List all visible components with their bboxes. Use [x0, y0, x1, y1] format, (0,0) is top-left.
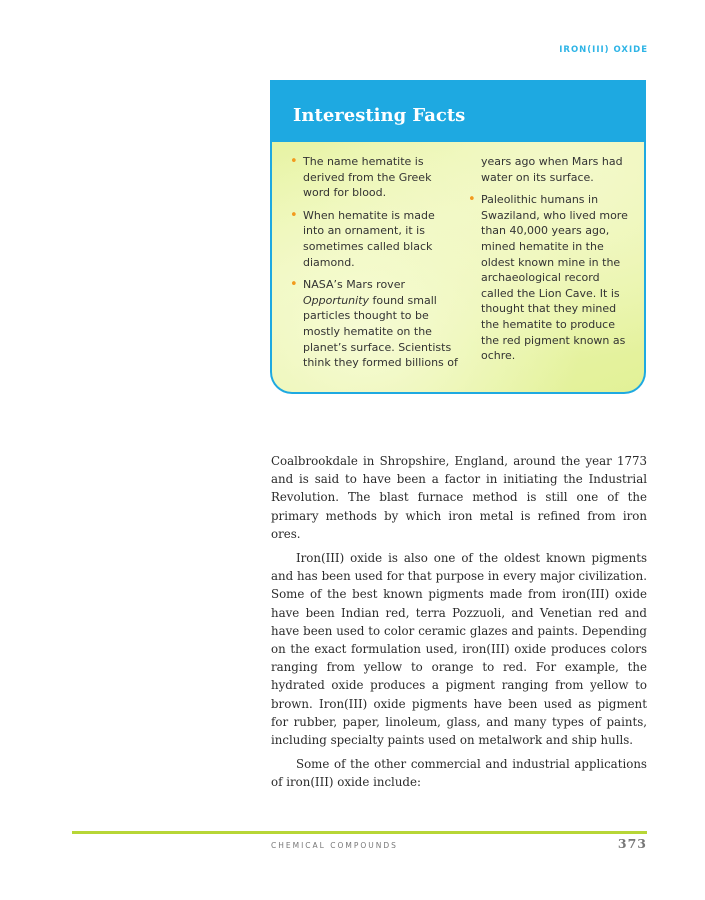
- bullet-icon: •: [290, 154, 298, 169]
- fact-text-pre: NASA’s Mars rover: [303, 278, 405, 292]
- running-head: IRON(III) OXIDE: [559, 45, 648, 55]
- page-number: 373: [617, 836, 647, 851]
- fact-text-post: found small particles thought to be mostly hematite on the planet’s surface. Scientists think they formed billions of: [303, 293, 458, 370]
- footer-rule: [72, 831, 647, 834]
- bullet-icon: •: [468, 192, 476, 208]
- body-paragraph: Some of the other commercial and industrial applications of iron(III) oxide include:: [271, 757, 647, 790]
- fact-item: [290, 277, 458, 371]
- footer-label: CHEMICAL COMPOUNDS: [271, 841, 398, 850]
- fact-item: [290, 154, 458, 201]
- fact-text-italic: Opportunity: [303, 293, 370, 307]
- body-paragraph: Iron(III) oxide is also one of the oldest known pigments and has been used for that purpose in every major civilization. Some of the best known pigments made from iron(III) oxide have been Indian red, terra Pozzuoli, and Venetian red and have been used to color ceramic glazes and paints. Depending on the exact formulation used, iron(III) oxide produces colors ranging from yellow to orange to red. For example, the hydrated oxide produces a pigment ranging from yellow to brown. Iron(III) oxide pigments have been used as pigment for rubber, paper, linoleum, glass, and many types of paints, including specialty paints used on metalwork and ship hulls.: [271, 551, 647, 748]
- facts-left-column: [290, 154, 458, 378]
- fact-continuation: [468, 154, 632, 185]
- bullet-icon: •: [290, 277, 298, 293]
- facts-box-title: Interesting Facts: [293, 105, 466, 126]
- body-text: [271, 452, 647, 798]
- fact-text: When hematite is made into an ornament, it is sometimes called black diamond.: [303, 208, 435, 269]
- interesting-facts-box: [270, 80, 646, 394]
- fact-text: Paleolithic humans in Swaziland, who lived more than 40,000 years ago, mined hematite in the oldest known mine in the archaeological record called the Lion Cave. It is thought that they mined the hematite to produce the red pigment known as ochre.: [481, 193, 628, 363]
- facts-right-column: [468, 154, 632, 371]
- body-paragraph: Coalbrookdale in Shropshire, England, around the year 1773 and is said to have been a factor in initiating the Industrial Revolution. The blast furnace method is still one of the primary methods by which iron metal is refined from iron ores.: [271, 454, 647, 541]
- fact-item: [290, 208, 458, 270]
- fact-item: [468, 192, 632, 364]
- fact-text: years ago when Mars had water on its surface.: [481, 155, 623, 184]
- bullet-icon: •: [290, 207, 298, 223]
- fact-text: The name hematite is derived from the Greek word for blood.: [303, 155, 432, 200]
